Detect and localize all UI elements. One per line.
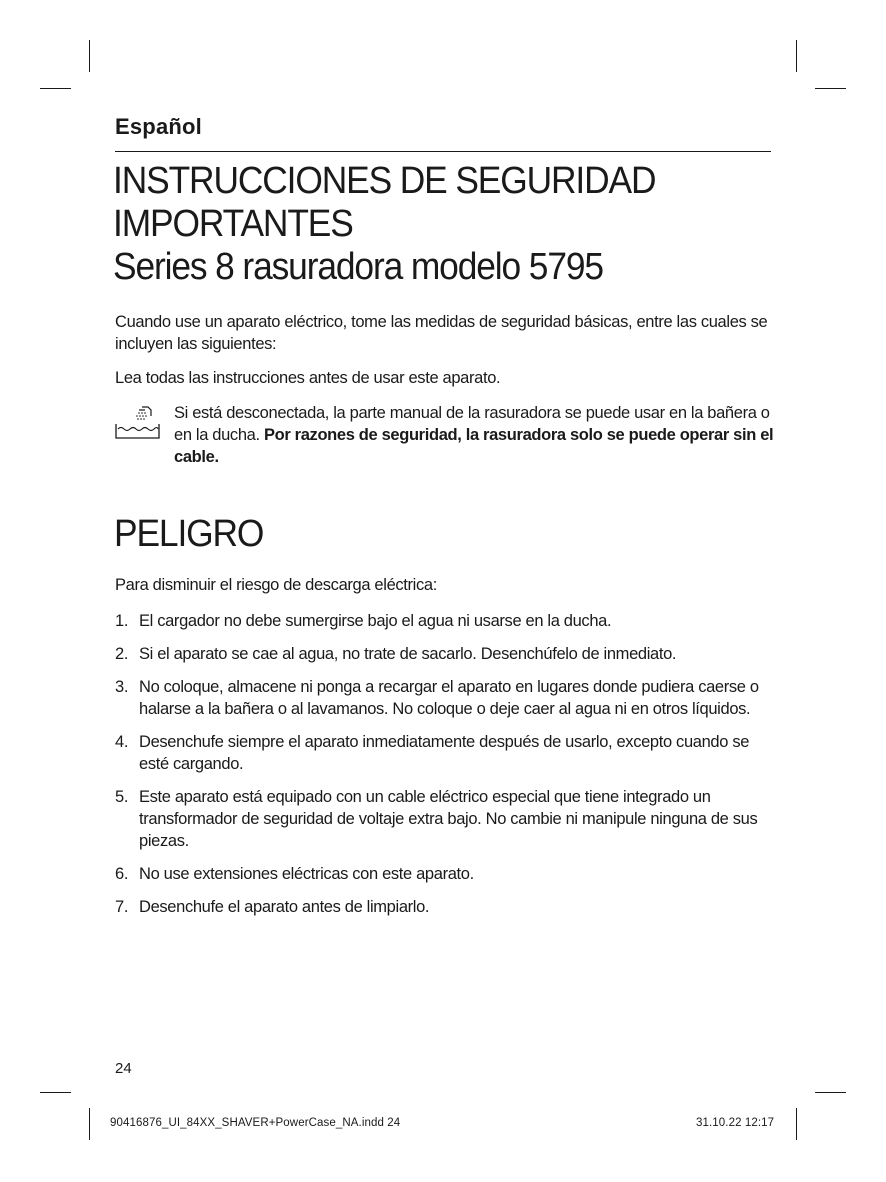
safety-note — [115, 402, 775, 472]
safety-note-bold: Por razones de seguridad, la rasuradora solo se puede operar sin el cable. — [174, 426, 774, 466]
list-item — [115, 786, 775, 852]
danger-heading: PELIGRO — [114, 513, 264, 555]
intro-paragraph-2: Lea todas las instrucciones antes de usar este aparato. — [115, 369, 501, 387]
list-item-number: 7. — [115, 898, 129, 916]
crop-mark-bottom-right-vertical — [796, 1108, 797, 1140]
print-slug-date: 31.10.22 12:17 — [696, 1117, 775, 1129]
bathtub-shower-icon — [115, 404, 161, 442]
list-item-text: Si el aparato se cae al agua, no trate de sacarlo. Desenchúfelo de inmediato. — [139, 645, 677, 663]
crop-mark-bottom-left-horizontal — [40, 1092, 71, 1093]
print-slug-file: 90416876_UI_84XX_SHAVER+PowerCase_NA.indd 24 — [110, 1117, 401, 1129]
page-number: 24 — [115, 1060, 132, 1077]
list-item — [115, 863, 775, 885]
list-item-number: 5. — [115, 788, 129, 806]
title-line-1: INSTRUCCIONES DE SEGURIDAD — [113, 160, 656, 202]
safety-note-text — [174, 402, 774, 468]
crop-mark-top-left-horizontal — [40, 88, 71, 89]
safety-note-regular: Si está desconectada, la parte manual de la rasuradora se puede usar en la bañera o en la ducha. — [174, 404, 770, 444]
list-item — [115, 896, 775, 918]
language-heading: Español — [115, 114, 202, 139]
crop-mark-top-right-horizontal — [815, 88, 846, 89]
danger-list — [115, 610, 775, 929]
list-item — [115, 643, 775, 665]
list-item — [115, 731, 775, 775]
list-item-number: 3. — [115, 678, 129, 696]
list-item — [115, 676, 775, 720]
list-item-number: 1. — [115, 612, 129, 630]
crop-mark-bottom-right-horizontal — [815, 1092, 846, 1093]
list-item-text: Desenchufe siempre el aparato inmediatamente después de usarlo, excepto cuando se esté cargando. — [139, 733, 750, 773]
list-item — [115, 610, 775, 632]
crop-mark-top-left-vertical — [89, 40, 90, 72]
danger-intro: Para disminuir el riesgo de descarga eléctrica: — [115, 576, 437, 594]
list-item-number: 6. — [115, 865, 129, 883]
list-item-text: No use extensiones eléctricas con este aparato. — [139, 865, 474, 883]
list-item-text: Desenchufe el aparato antes de limpiarlo. — [139, 898, 430, 916]
title-line-3: Series 8 rasuradora modelo 5795 — [113, 246, 603, 288]
list-item-text: Este aparato está equipado con un cable eléctrico especial que tiene integrado un transformador de seguridad de voltaje extra bajo. No cambie ni manipule ninguna de sus piezas. — [139, 788, 758, 850]
title-line-2: IMPORTANTES — [113, 203, 353, 245]
list-item-text: El cargador no debe sumergirse bajo el agua ni usarse en la ducha. — [139, 612, 612, 630]
list-item-number: 4. — [115, 733, 129, 751]
page-title — [113, 160, 764, 289]
crop-mark-bottom-left-vertical — [89, 1108, 90, 1140]
list-item-text: No coloque, almacene ni ponga a recargar el aparato en lugares donde pudiera caerse o halarse a la bañera o al lavamanos. No coloque o deje caer al agua ni en otros líquidos. — [139, 678, 759, 718]
crop-mark-top-right-vertical — [796, 40, 797, 72]
intro-paragraph-1: Cuando use un aparato eléctrico, tome las medidas de seguridad básicas, entre las cuales se incluyen las siguientes: — [115, 313, 768, 353]
list-item-number: 2. — [115, 645, 129, 663]
heading-rule — [115, 151, 771, 152]
